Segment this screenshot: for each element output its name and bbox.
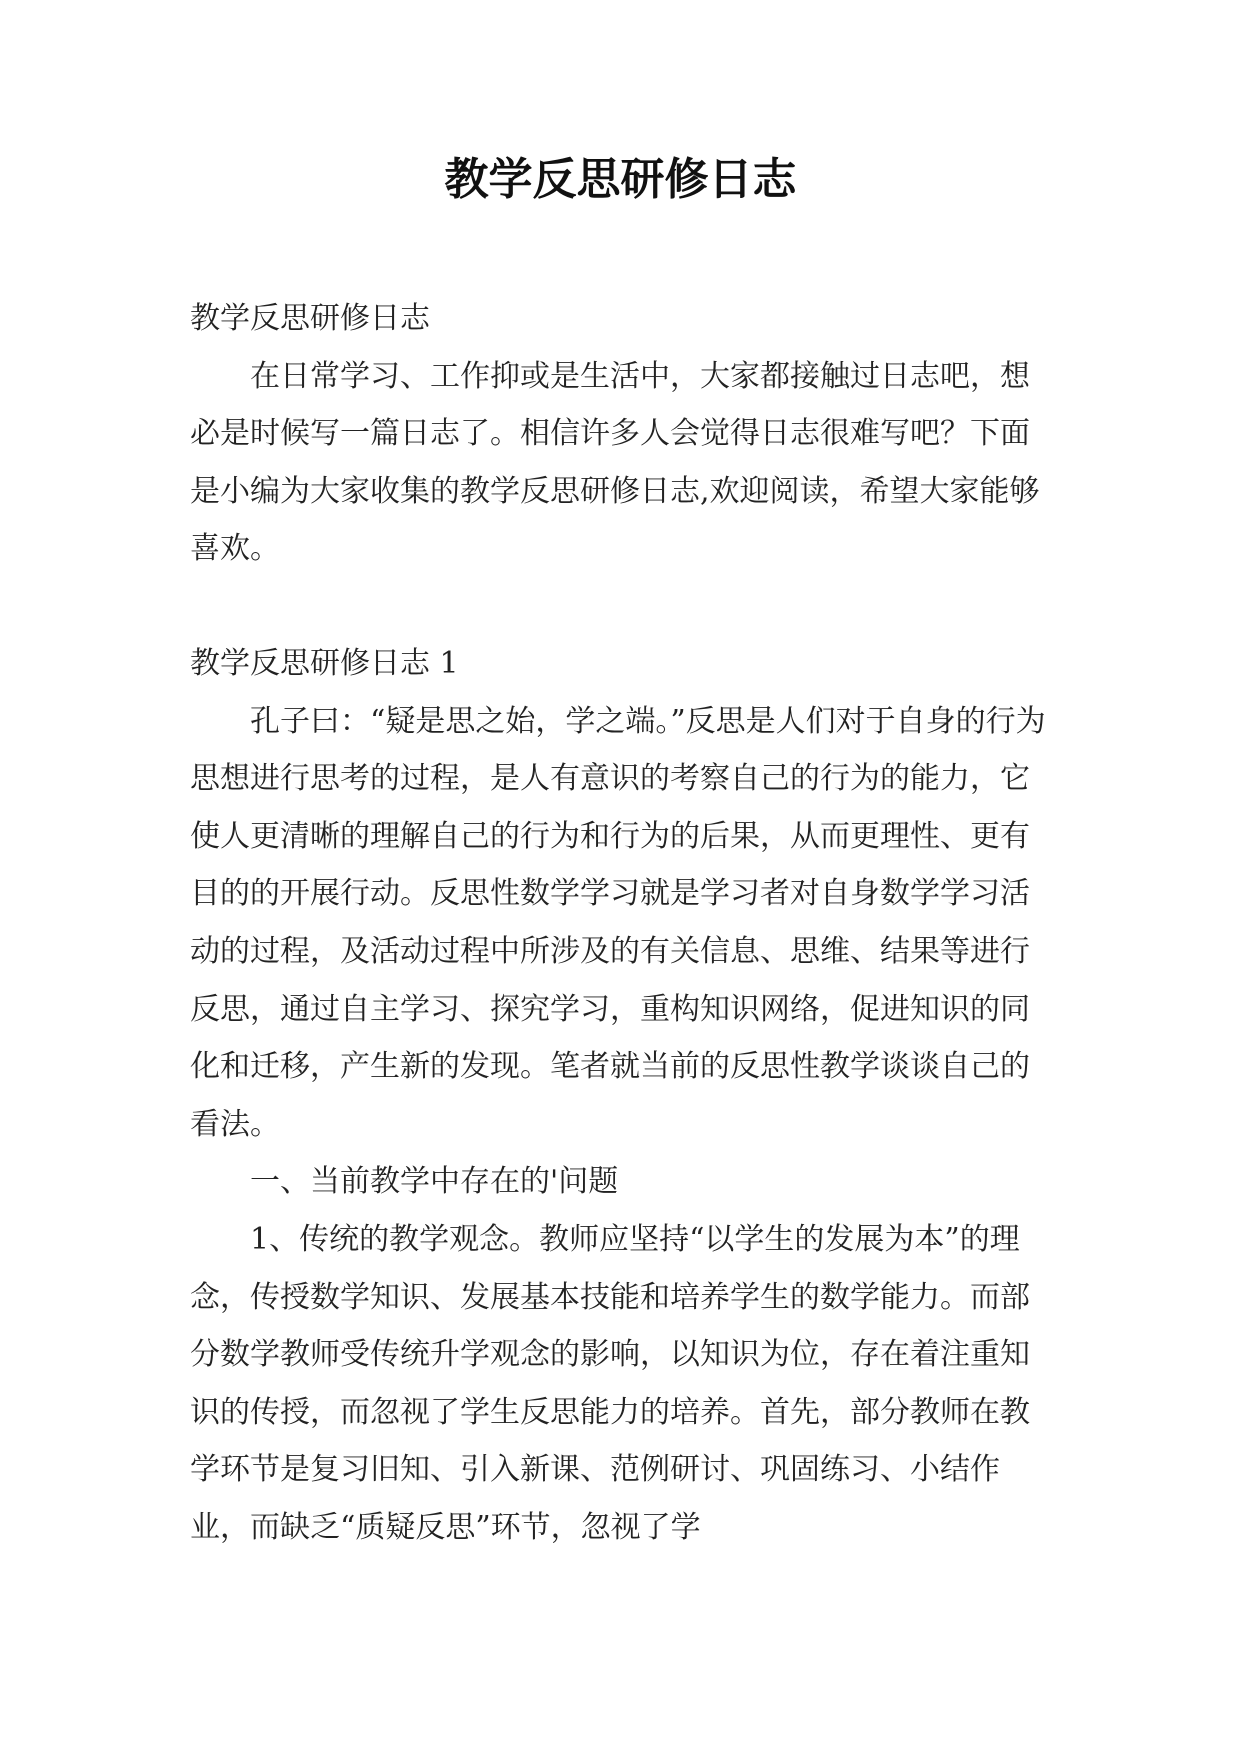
subheading: 一、当前教学中存在的'问题	[250, 1164, 619, 1200]
body-paragraph: 1、传统的教学观念。教师应坚持“以学生的发展为本”的理念，传授数学知识、发展基本技能和培养学生的数学能力。而部分数学教师受传统升学观念的影响，以知识为位，存在着注重知识的传授，而忽视了学生反思能力的培养。首先，部分教师在教学环节是复习旧知、引入新课、范例研讨、巩固练习、小结作业，而缺乏“质疑反思”环节，忽视了学	[190, 1221, 1030, 1545]
intro-heading: 教学反思研修日志	[190, 301, 430, 336]
paragraph-spacer	[190, 578, 1050, 635]
body-paragraph: 孔子曰：“疑是思之始，学之端。”反思是人们对于自身的行为思想进行思考的过程，是人有意识的考察自己的行为的能力，它使人更清晰的理解自己的行为和行为的后果，从而更理性、更有目的的开展行动。反思性数学学习就是学习者对自身数学学习活动的过程，及活动过程中所涉及的有关信息、思维、结果等进行反思，通过自主学习、探究学习，重构知识网络，促进知识的同化和迁移，产生新的发现。笔者就当前的反思性教学谈谈自己的看法。	[190, 703, 1046, 1142]
intro-paragraph: 在日常学习、工作抑或是生活中，大家都接触过日志吧，想必是时候写一篇日志了。相信许多人会觉得日志很难写吧？下面是小编为大家收集的教学反思研修日志,欢迎阅读，希望大家能够喜欢。	[190, 358, 1040, 567]
document-title: 教学反思研修日志	[444, 154, 797, 205]
section-heading: 教学反思研修日志 1	[190, 645, 459, 681]
document-body	[190, 290, 1050, 1556]
